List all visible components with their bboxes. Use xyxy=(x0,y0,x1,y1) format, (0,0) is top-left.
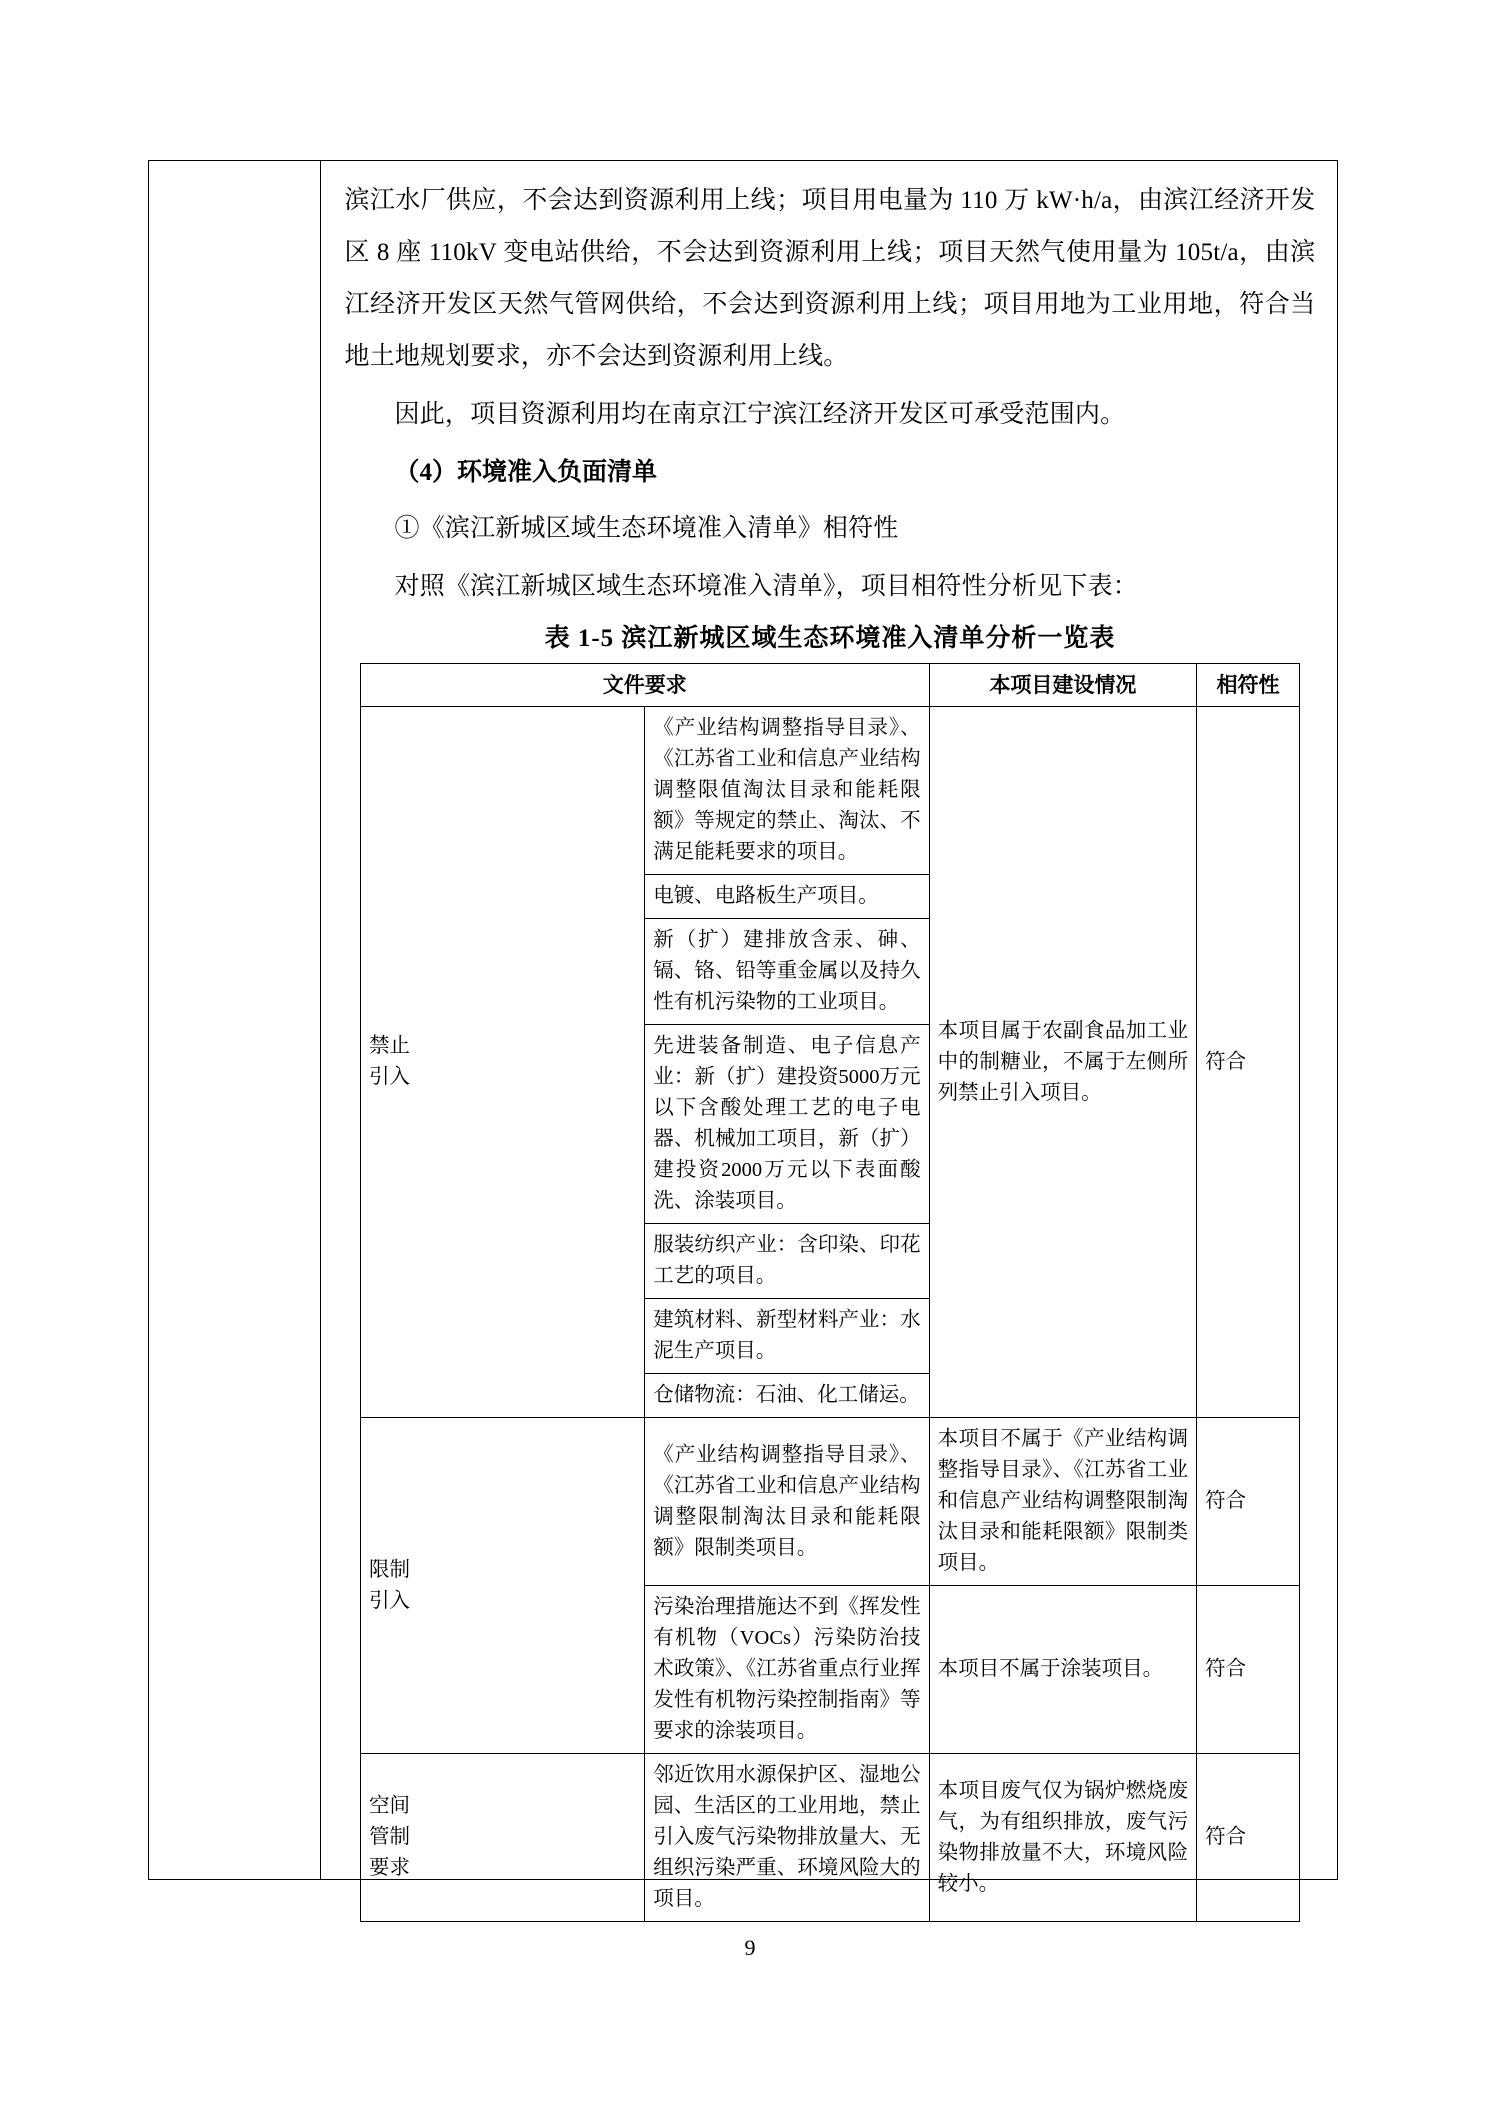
header-conformity: 相符性 xyxy=(1197,664,1300,707)
page-number: 9 xyxy=(744,1935,756,1960)
conformity-cell: 符合 xyxy=(1197,1754,1300,1922)
document-body xyxy=(323,161,1338,1910)
requirement-cell: 《产业结构调整指导目录》、《江苏省工业和信息产业结构调整限值淘汰目录和能耗限额》等规定的禁止、淘汰、不满足能耗要求的项目。 xyxy=(645,707,929,875)
requirement-cell: 电镀、电路板生产项目。 xyxy=(645,875,929,919)
category-spatial-control: 空间 管制 要求 xyxy=(361,1754,645,1922)
section-heading-negative-list: （4）环境准入负面清单 xyxy=(394,459,658,486)
category-restricted: 限制 引入 xyxy=(361,1418,645,1754)
header-project-status: 本项目建设情况 xyxy=(929,664,1197,707)
project-status-prohibited: 本项目属于农副食品加工业中的制糖业，不属于左侧所列禁止引入项目。 xyxy=(929,707,1197,1418)
requirement-cell: 建筑材料、新型材料产业：水泥生产项目。 xyxy=(645,1299,929,1374)
project-status-cell: 本项目不属于涂装项目。 xyxy=(929,1586,1197,1754)
subitem-analysis-intro: 对照《滨江新城区域生态环境准入清单》，项目相符性分析见下表： xyxy=(394,573,1139,600)
conformity-prohibited: 符合 xyxy=(1197,707,1300,1418)
frame-left-column xyxy=(149,161,321,1879)
requirement-cell: 污染治理措施达不到《挥发性有机物（VOCs）污染防治技术政策》、《江苏省重点行业挥发性有机物污染控制指南》等要求的涂装项目。 xyxy=(645,1586,929,1754)
requirement-cell: 《产业结构调整指导目录》、《江苏省工业和信息产业结构调整限制淘汰目录和能耗限额》限制类项目。 xyxy=(645,1418,929,1586)
conformity-cell: 符合 xyxy=(1197,1586,1300,1754)
conformity-cell: 符合 xyxy=(1197,1418,1300,1586)
requirement-cell: 服装纺织产业：含印染、印花工艺的项目。 xyxy=(645,1224,929,1299)
header-requirement: 文件要求 xyxy=(361,664,930,707)
paragraph-conclusion: 因此，项目资源利用均在南京江宁滨江经济开发区可承受范围内。 xyxy=(394,401,1126,428)
table-row xyxy=(361,1418,1300,1586)
project-status-cell: 本项目不属于《产业结构调整指导目录》、《江苏省工业和信息产业结构调整限制淘汰目录和能耗限额》限制类项目。 xyxy=(929,1418,1197,1586)
subitem-compatibility: ①《滨江新城区域生态环境准入清单》相符性 xyxy=(394,515,899,542)
category-prohibited: 禁止 引入 xyxy=(361,707,645,1418)
table-row xyxy=(361,1754,1300,1922)
table-caption: 表 1-5 滨江新城区域生态环境准入清单分析一览表 xyxy=(544,625,1116,652)
requirement-cell: 仓储物流：石油、化工储运。 xyxy=(645,1374,929,1418)
project-status-cell: 本项目废气仅为锅炉燃烧废气，为有组织排放，废气污染物排放量不大，环境风险较小。 xyxy=(929,1754,1197,1922)
requirement-cell: 先进装备制造、电子信息产业：新（扩）建投资5000万元以下含酸处理工艺的电子电器、机械加工项目，新（扩）建投资2000万元以下表面酸洗、涂装项目。 xyxy=(645,1025,929,1224)
requirement-cell: 新（扩）建排放含汞、砷、镉、铬、铅等重金属以及持久性有机污染物的工业项目。 xyxy=(645,919,929,1025)
table-header-row xyxy=(361,664,1300,707)
entry-list-analysis-table xyxy=(360,663,1300,1922)
paragraph-resource-utilization: 滨江水厂供应，不会达到资源利用上线；项目用电量为 110 万 kW·h/a，由滨江经济开发区 8 座 110kV 变电站供给，不会达到资源利用上线；项目天然气使用量为 105t/a，由滨江经济开发区天然气管网供给，不会达到资源利用上线；项目用地为工业用地，符合当地土地规划要求，亦不会达到资源利用上线。 xyxy=(344,187,1316,370)
document-content-frame xyxy=(148,160,1338,1910)
table-row xyxy=(361,707,1300,875)
requirement-cell: 邻近饮用水源保护区、湿地公园、生活区的工业用地，禁止引入废气污染物排放量大、无组织污染严重、环境风险大的项目。 xyxy=(645,1754,929,1922)
